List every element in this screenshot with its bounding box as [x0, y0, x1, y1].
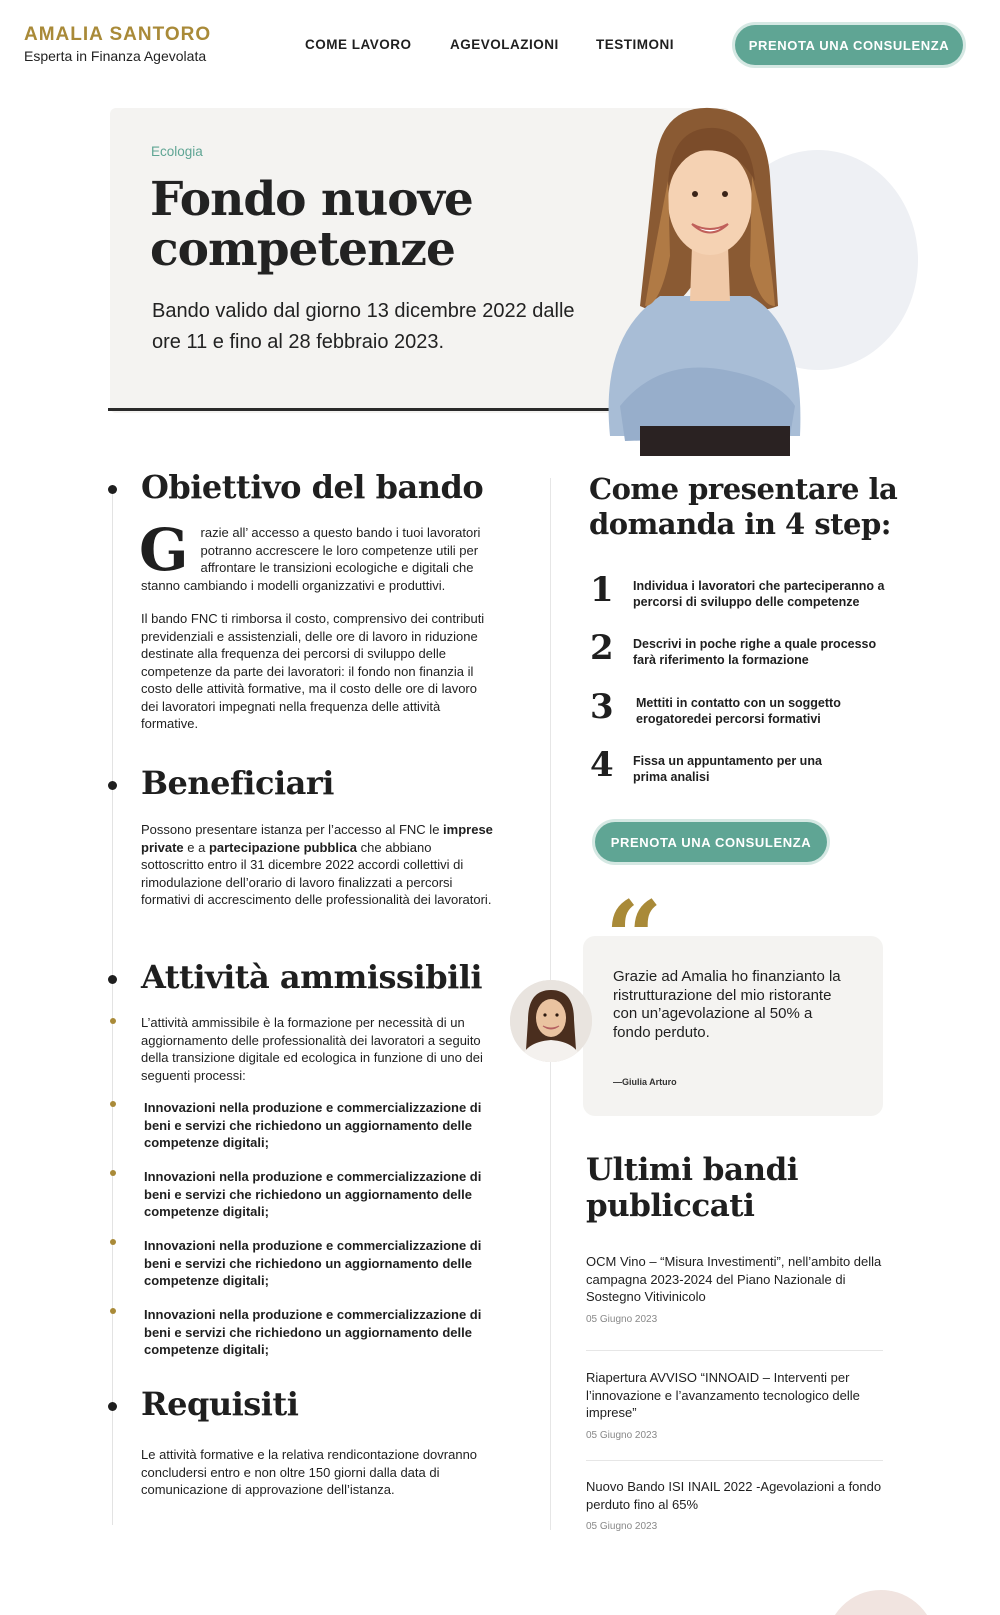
- timeline-gold-dot: [110, 1308, 116, 1314]
- step-number: 2: [590, 628, 614, 668]
- timeline-gold-dot: [110, 1018, 116, 1024]
- testimonial-text: Grazie ad Amalia ho finanzianto la ristrutturazione del mio ristorante con un’agevolazione al 50% a fondo perduto.: [613, 968, 841, 1041]
- timeline-gold-dot: [110, 1101, 116, 1107]
- avatar-portrait-icon: [510, 980, 592, 1062]
- timeline-dot: [108, 975, 117, 984]
- news-separator: [586, 1460, 883, 1461]
- latest-bandi-title: Ultimi bandi publiccati: [586, 1152, 799, 1224]
- section-title-requisiti: Requisiti: [141, 1385, 299, 1423]
- step-number: 1: [590, 570, 614, 610]
- hero-category-tag[interactable]: Ecologia: [151, 144, 203, 159]
- attivita-list-item: Innovazioni nella produzione e commercializzazione di beni e servizi che richiedono un aggiornamento delle competenze digitali;: [144, 1238, 482, 1288]
- step-text: Individua i lavoratori che parteciperanno a percorsi di sviluppo delle competenze: [633, 579, 885, 609]
- nav-come-lavoro[interactable]: COME LAVORO: [305, 37, 412, 52]
- obiettivo-text-1: razie all’ accesso a questo bando i tuoi lavoratori potranno accrescere le loro competenze utili per affrontare le transizioni ecologiche e digitali che stanno cambiando i modelli organizzativi e produttivi.: [141, 525, 481, 593]
- news-separator: [586, 1350, 883, 1351]
- timeline-gold-dot: [110, 1170, 116, 1176]
- section-title-beneficiari: Beneficiari: [141, 764, 334, 802]
- beneficiari-paragraph: [141, 821, 497, 909]
- hero-portrait-photo: [600, 106, 810, 456]
- beneficiari-text-b: e a: [183, 839, 209, 855]
- decor-blob: [826, 1590, 936, 1615]
- attivita-list-item: Innovazioni nella produzione e commercializzazione di beni e servizi che richiedono un aggiornamento delle competenze digitali;: [144, 1307, 482, 1357]
- brand-name[interactable]: AMALIA SANTORO: [24, 24, 212, 45]
- timeline-dot: [108, 485, 117, 494]
- step-number: 3: [590, 687, 614, 727]
- hero-subtitle: Bando valido dal giorno 13 dicembre 2022 dalle ore 11 e fino al 28 febbraio 2023.: [152, 300, 575, 353]
- site-header: [0, 0, 1000, 92]
- dropcap-letter: G: [139, 516, 189, 584]
- beneficiari-text-c: che abbiano sottoscritto entro il 31 dicembre 2022 accordi collettivi di rimodulazione dell’orario di lavoro finalizzati a percorsi formativi di accrescimento delle professionalità dei lavoratori.: [141, 839, 492, 907]
- obiettivo-paragraph-2: Il bando FNC ti rimborsa il costo, comprensivo dei contributi previdenziali e assistenziali, delle ore di lavoro in riduzione destinate alla frequenza dei percorsi di sviluppo delle competenze da parte dei lavoratori: il fondo non finanzia il costo delle attività formative, ma il costo delle ore di lavoro dei lavoratori impegnati nella frequenza delle attività formative.: [141, 611, 485, 731]
- hero-title: Fondo nuove competenze: [150, 172, 473, 277]
- nav-testimoni[interactable]: TESTIMONI: [596, 37, 674, 52]
- news-item-date: 05 Giugno 2023: [586, 1521, 658, 1532]
- testimonial-author: —Giulia Arturo: [613, 1077, 677, 1087]
- news-item-title[interactable]: Riapertura AVVISO “INNOAID – Interventi per l’innovazione e l’avanzamento tecnologico delle imprese”: [586, 1370, 860, 1420]
- timeline-dot: [108, 1402, 117, 1411]
- hero-underline: [108, 408, 613, 411]
- quote-mark-icon: “: [605, 879, 663, 997]
- step-number: 4: [590, 745, 614, 785]
- requisiti-paragraph: Le attività formative e la relativa rendicontazione dovranno concludersi entro e non oltre 150 giorni dalla data di comunicazione di approvazione dell’istanza.: [141, 1447, 478, 1497]
- testimonial-avatar: [510, 980, 592, 1062]
- step-text: Mettiti in contatto con un soggetto erogatoredei percorsi formativi: [636, 696, 841, 726]
- steps-cta-button[interactable]: PRENOTA UNA CONSULENZA: [595, 822, 827, 862]
- header-cta-button[interactable]: PRENOTA UNA CONSULENZA: [735, 25, 963, 65]
- news-item-date: 05 Giugno 2023: [586, 1430, 658, 1441]
- section-title-attivita: Attività ammissibili: [141, 958, 483, 996]
- timeline-dot: [108, 781, 117, 790]
- timeline-gold-dot: [110, 1239, 116, 1245]
- section-title-obiettivo: Obiettivo del bando: [141, 468, 484, 506]
- attivita-list-item: Innovazioni nella produzione e commercializzazione di beni e servizi che richiedono un aggiornamento delle competenze digitali;: [144, 1100, 482, 1150]
- nav-agevolazioni[interactable]: AGEVOLAZIONI: [450, 37, 559, 52]
- attivita-intro: L’attività ammissibile è la formazione per necessità di un aggiornamento delle professionalità dei lavoratori a seguito della transizione digitale ed ecologica in funzione di uno dei seguenti processi:: [141, 1015, 483, 1083]
- news-item-date: 05 Giugno 2023: [586, 1314, 658, 1325]
- news-item-title[interactable]: OCM Vino – “Misura Investimenti”, nell’ambito della campagna 2023-2024 del Piano Nazionale di Sostegno Vitivinicolo: [586, 1254, 882, 1304]
- step-text: Fissa un appuntamento per una prima analisi: [633, 754, 822, 784]
- attivita-list-item: Innovazioni nella produzione e commercializzazione di beni e servizi che richiedono un aggiornamento delle competenze digitali;: [144, 1169, 482, 1219]
- obiettivo-paragraph-1: [139, 516, 497, 594]
- news-item-title[interactable]: Nuovo Bando ISI INAIL 2022 -Agevolazioni a fondo perduto fino al 65%: [586, 1479, 882, 1512]
- beneficiari-bold-partecipazione: partecipazione pubblica: [208, 839, 358, 855]
- beneficiari-bold-imprese: imprese private: [141, 822, 493, 855]
- brand-subtitle: Esperta in Finanza Agevolata: [24, 48, 207, 64]
- step-text: Descrivi in poche righe a quale processo farà riferimento la formazione: [633, 637, 877, 667]
- steps-title: Come presentare la domanda in 4 step:: [589, 472, 898, 541]
- beneficiari-text-a: Possono presentare istanza per l’accesso al FNC le: [141, 822, 444, 837]
- timeline-line: [112, 485, 113, 1525]
